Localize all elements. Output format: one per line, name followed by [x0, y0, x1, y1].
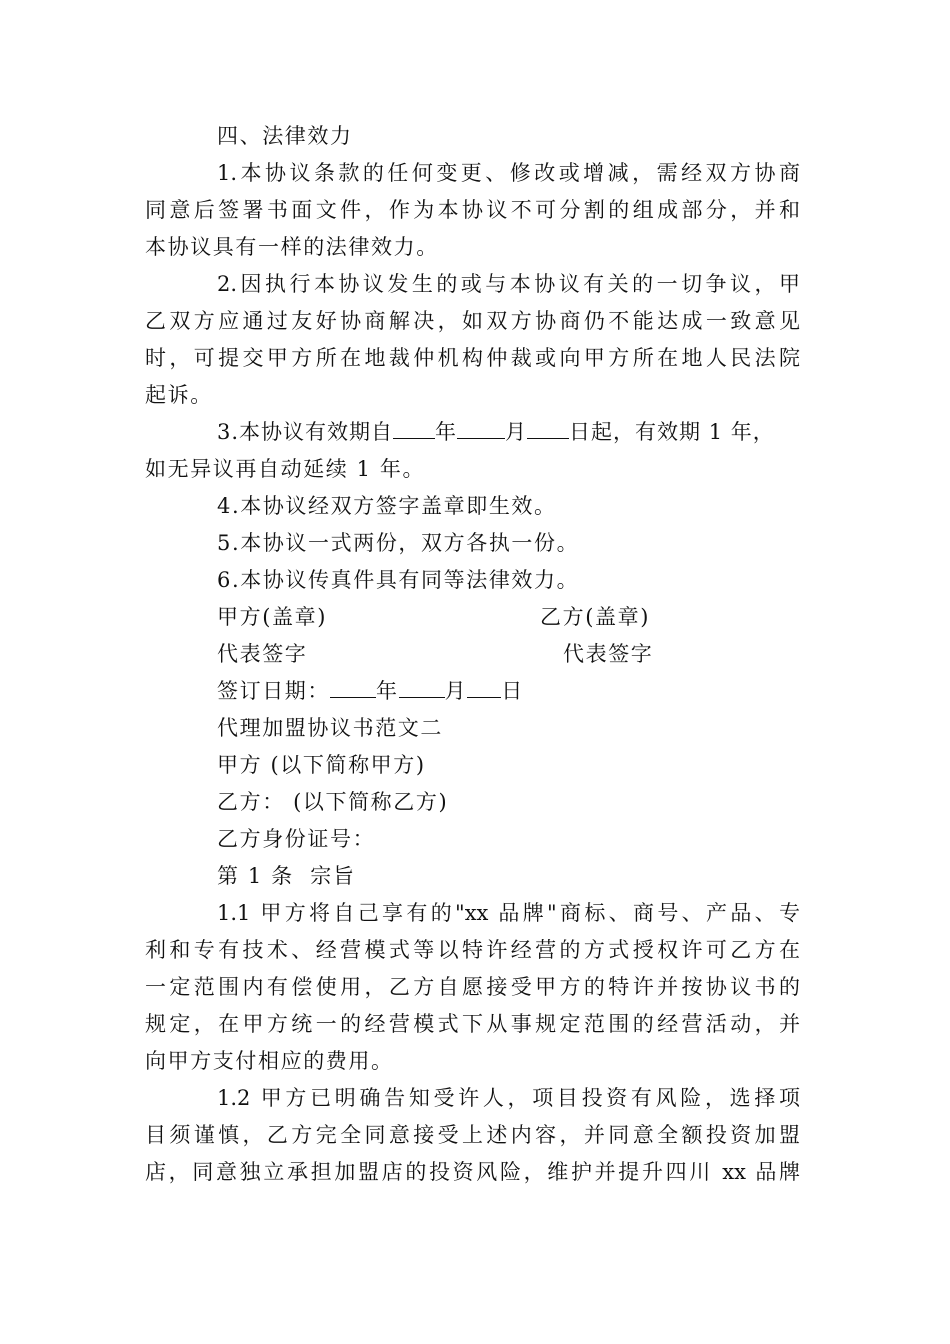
validity-year: 年	[435, 420, 458, 444]
paragraph-line: 目须谨慎，乙方完全同意接受上述内容，并同意全额投资加盟	[145, 1123, 800, 1147]
date-year: 年	[376, 679, 399, 703]
date-day: 日	[501, 679, 524, 703]
article-heading: 第 1 条 宗旨	[217, 864, 356, 888]
paragraph-line: 向甲方支付相应的费用。	[145, 1049, 394, 1073]
document-body	[145, 118, 800, 1191]
paragraph-line: 规定，在甲方统一的经营模式下从事规定范围的经营活动，并	[145, 1012, 800, 1036]
paragraph-line: 6.本协议传真件具有同等法律效力。	[217, 568, 580, 592]
paragraph-line: 时，可提交甲方所在地裁仲机构仲裁或向甲方所在地人民法院	[145, 346, 800, 370]
paragraph-line: 4.本协议经双方签字盖章即生效。	[217, 494, 557, 518]
party-a-seal: 甲方(盖章)	[217, 605, 327, 629]
blank-day	[527, 416, 569, 439]
paragraph-line: 如无异议再自动延续 1 年。	[145, 457, 426, 481]
paragraph-line: 甲方 (以下简称甲方)	[217, 753, 426, 777]
paragraph-line: 乙方： (以下简称乙方)	[217, 790, 449, 814]
party-b-sign: 代表签字	[563, 642, 654, 666]
paragraph-line: 1.本协议条款的任何变更、修改或增减，需经双方协商	[217, 161, 800, 185]
paragraph-line: 店，同意独立承担加盟店的投资风险，维护并提升四川 xx 品牌	[145, 1160, 800, 1184]
signing-date	[145, 673, 800, 710]
party-a-sign: 代表签字	[217, 642, 308, 666]
paragraph-line: 1.2 甲方已明确告知受许人，项目投资有风险，选择项	[217, 1086, 800, 1110]
section-heading: 四、法律效力	[217, 124, 353, 148]
blank-date-month	[399, 675, 445, 698]
paragraph-line: 乙双方应通过友好协商解决，如双方协商仍不能达成一致意见	[145, 309, 800, 333]
paragraph-line: 5.本协议一式两份，双方各执一份。	[217, 531, 580, 555]
blank-month	[457, 416, 505, 439]
validity-clause	[145, 414, 800, 451]
blank-date-day	[467, 675, 501, 698]
validity-month: 月	[505, 420, 528, 444]
blank-year	[393, 416, 435, 439]
paragraph-line: 起诉。	[145, 383, 213, 407]
paragraph-line: 2.因执行本协议发生的或与本协议有关的一切争议，甲	[217, 272, 800, 296]
paragraph-line: 本协议具有一样的法律效力。	[145, 235, 439, 259]
signature-seal-row	[145, 599, 800, 636]
signature-sign-row	[145, 636, 800, 673]
section-heading: 代理加盟协议书范文二	[217, 716, 443, 740]
paragraph-line: 利和专有技术、经营模式等以特许经营的方式授权许可乙方在	[145, 938, 800, 962]
validity-suffix: 日起，有效期 1 年，	[569, 420, 775, 444]
party-b-seal: 乙方(盖章)	[540, 605, 650, 629]
paragraph-line: 同意后签署书面文件，作为本协议不可分割的组成部分，并和	[145, 198, 800, 222]
paragraph-line: 1.1 甲方将自己享有的"xx 品牌"商标、商号、产品、专	[217, 901, 800, 925]
validity-prefix: 3.本协议有效期自	[217, 420, 394, 444]
date-label: 签订日期：	[217, 679, 330, 703]
paragraph-line: 乙方身份证号：	[217, 827, 376, 851]
blank-date-year	[330, 675, 376, 698]
paragraph-line: 一定范围内有偿使用，乙方自愿接受甲方的特许并按协议书的	[145, 975, 800, 999]
date-month: 月	[444, 679, 468, 703]
